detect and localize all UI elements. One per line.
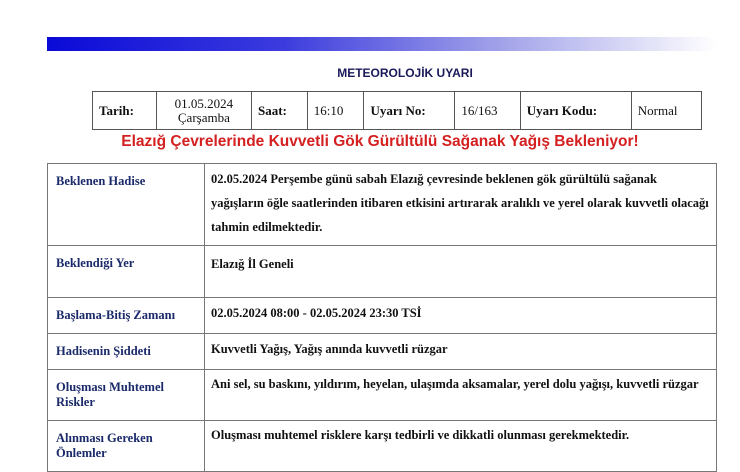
time-value: 16:10: [307, 92, 364, 130]
row-value: Ani sel, su baskını, yıldırım, heyelan, ulaşımda aksamalar, yerel dolu yağışı, kuvvetli rüzgar: [205, 370, 717, 421]
row-label: Beklendiği Yer: [48, 246, 205, 298]
warning-code-label: Uyarı Kodu:: [520, 92, 631, 130]
table-row: [48, 334, 717, 370]
warning-no-label: Uyarı No:: [364, 92, 455, 130]
document-title: METEOROLOJİK UYARI: [337, 66, 473, 80]
header-gradient-bar: [47, 37, 717, 51]
row-value: 02.05.2024 Perşembe günü sabah Elazığ çevresinde beklenen gök gürültülü sağanak yağışların öğle saatlerinden itibaren etkisini artırarak aralıklı ve yerel olarak kuvvetli olacağı tahmin edilmektedir.: [205, 164, 717, 246]
table-row: [48, 298, 717, 334]
table-row: [48, 246, 717, 298]
row-value: 02.05.2024 08:00 - 02.05.2024 23:30 TSİ: [205, 298, 717, 334]
date: 01.05.2024: [174, 95, 234, 111]
row-label: Alınması Gereken Önlemler: [48, 421, 205, 472]
row-value: Kuvvetli Yağış, Yağış anında kuvvetli rüzgar: [205, 334, 717, 370]
row-value: Oluşması muhtemel risklere karşı tedbirli ve dikkatli olunması gerekmektedir.: [205, 421, 717, 472]
time-label: Saat:: [251, 92, 307, 130]
row-label: Oluşması Muhtemel Riskler: [48, 370, 205, 421]
warning-code-value: Normal: [631, 92, 701, 130]
row-label: Beklenen Hadise: [48, 164, 205, 246]
row-value: Elazığ İl Geneli: [205, 246, 717, 298]
date-label: Tarih:: [93, 92, 157, 130]
date-value: [156, 92, 251, 130]
row-label: Hadisenin Şiddeti: [48, 334, 205, 370]
warning-info-table: [92, 91, 702, 130]
day: Çarşamba: [177, 109, 230, 125]
row-label: Başlama-Bitiş Zamanı: [48, 298, 205, 334]
table-row: [48, 164, 717, 246]
warning-no-value: 16/163: [455, 92, 520, 130]
warning-details-table: [47, 163, 717, 472]
warning-headline: Elazığ Çevrelerinde Kuvvetli Gök Gürültülü Sağanak Yağış Bekleniyor!: [121, 133, 639, 150]
table-row: [48, 370, 717, 421]
table-row: [48, 421, 717, 472]
